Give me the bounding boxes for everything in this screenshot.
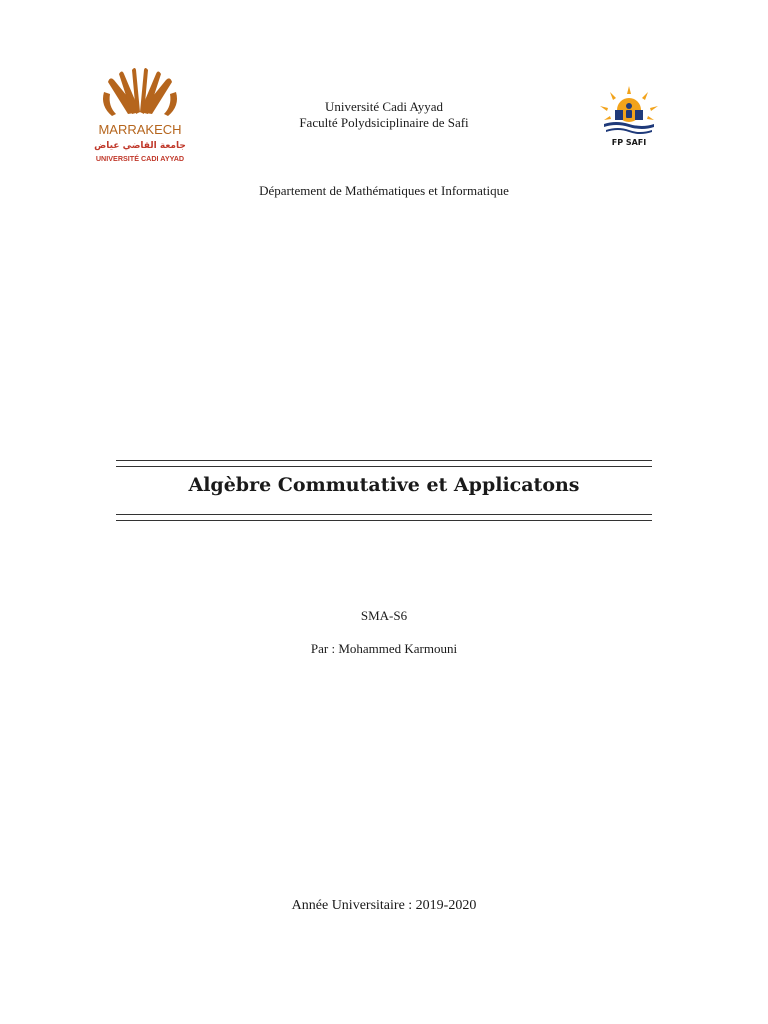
faculty-name: Faculté Polydsiciplinaire de Safi bbox=[299, 115, 469, 130]
course-code: SMA-S6 bbox=[360, 608, 408, 623]
marrakech-university-logo bbox=[94, 66, 186, 170]
logo-fpsafi-text: FP SAFI bbox=[611, 138, 647, 147]
logo-arabic-text: جامعة القاضي عياض bbox=[94, 141, 186, 151]
title-rule-bottom bbox=[116, 514, 652, 521]
logo-city-text: MARRAKECH bbox=[98, 122, 182, 137]
document-title: Algèbre Commutative et Applicatons bbox=[188, 474, 580, 496]
university-name: Université Cadi Ayyad bbox=[325, 99, 443, 114]
logo-univ-text: UNIVERSITÉ CADI AYYAD bbox=[95, 154, 185, 163]
title-rule-top bbox=[116, 460, 652, 467]
fp-safi-logo bbox=[596, 84, 662, 150]
academic-year: Année Universitaire : 2019-2020 bbox=[291, 898, 477, 913]
author-line: Par : Mohammed Karmouni bbox=[310, 641, 458, 656]
department-name: Département de Mathématiques et Informatique bbox=[259, 183, 509, 198]
university-header bbox=[230, 99, 538, 131]
